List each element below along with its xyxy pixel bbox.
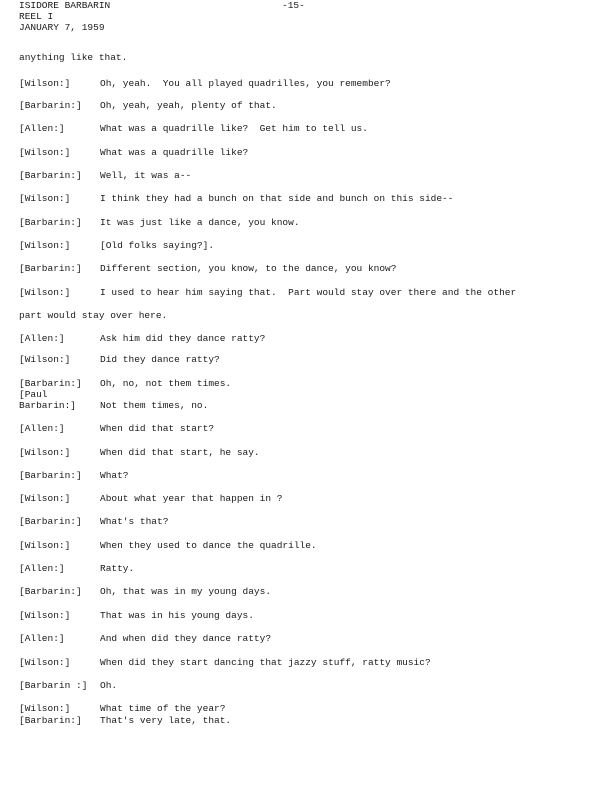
utterance-text: That was in his young days. bbox=[100, 610, 254, 621]
utterance-text: When did that start? bbox=[100, 423, 215, 434]
utterance-text: part would stay over here. bbox=[19, 310, 168, 321]
speaker-label: [Allen:] bbox=[19, 333, 65, 344]
speaker-label: [Wilson:] bbox=[19, 147, 71, 158]
transcript-line bbox=[0, 657, 612, 671]
speaker-label: [Allen:] bbox=[19, 123, 65, 134]
speaker-label: [Barbarin:] bbox=[19, 470, 82, 481]
utterance-text: Not them times, no. bbox=[100, 400, 209, 411]
utterance-text: Ask him did they dance ratty? bbox=[100, 333, 266, 344]
speaker-label: [Barbarin:] bbox=[19, 170, 82, 181]
speaker-label: [Allen:] bbox=[19, 563, 65, 574]
speaker-label: [Wilson:] bbox=[19, 193, 71, 204]
utterance-text: Oh, that was in my young days. bbox=[100, 586, 272, 597]
speaker-label: [Wilson:] bbox=[19, 447, 71, 458]
speaker-label: [Paul Barbarin:] bbox=[19, 389, 77, 411]
transcript-line bbox=[0, 586, 612, 600]
transcript-line bbox=[0, 563, 612, 577]
transcript-line bbox=[0, 447, 612, 461]
utterance-text: Oh, no, not them times. bbox=[100, 378, 232, 389]
utterance-text: Did they dance ratty? bbox=[100, 354, 220, 365]
transcript-line bbox=[0, 193, 612, 207]
utterance-text: Oh, yeah. You all played quadrilles, you remember? bbox=[100, 78, 391, 89]
transcript-line bbox=[0, 123, 612, 137]
transcript-line bbox=[0, 310, 612, 324]
utterance-text: It was just like a dance, you know. bbox=[100, 217, 300, 228]
utterance-text: When did they start dancing that jazzy stuff, ratty music? bbox=[100, 657, 431, 668]
speaker-label: [Barbarin:] bbox=[19, 263, 82, 274]
utterance-text: What? bbox=[100, 470, 129, 481]
speaker-label: [Wilson:] bbox=[19, 240, 71, 251]
speaker-label: [Barbarin:] bbox=[19, 586, 82, 597]
speaker-label: [Allen:] bbox=[19, 423, 65, 434]
transcript-line bbox=[0, 100, 612, 114]
speaker-label: [Wilson:] bbox=[19, 610, 71, 621]
transcript-line bbox=[0, 170, 612, 184]
transcript-line bbox=[0, 389, 612, 414]
speaker-label: [Barbarin:] bbox=[19, 715, 82, 726]
transcript-line bbox=[0, 78, 612, 92]
reel-label: REEL I bbox=[19, 11, 54, 22]
utterance-text: Oh. bbox=[100, 680, 118, 691]
utterance-text: Ratty. bbox=[100, 563, 135, 574]
page-header bbox=[19, 0, 110, 33]
utterance-text: When did that start, he say. bbox=[100, 447, 260, 458]
utterance-text: [Old folks saying?]. bbox=[100, 240, 215, 251]
transcript-line bbox=[0, 540, 612, 554]
speaker-label: [Wilson:] bbox=[19, 354, 71, 365]
transcript-line bbox=[0, 263, 612, 277]
speaker-label: [Barbarin:] bbox=[19, 100, 82, 111]
utterance-text: Oh, yeah, yeah, plenty of that. bbox=[100, 100, 277, 111]
transcript-line bbox=[0, 680, 612, 694]
speaker-label: [Allen:] bbox=[19, 633, 65, 644]
transcript-line bbox=[0, 333, 612, 347]
utterance-text: Different section, you know, to the dance, you know? bbox=[100, 263, 397, 274]
transcript-line bbox=[0, 633, 612, 647]
transcript-line bbox=[0, 287, 612, 301]
speaker-label: [Wilson:] bbox=[19, 657, 71, 668]
utterance-text: That's very late, that. bbox=[100, 715, 232, 726]
transcript-line bbox=[0, 378, 612, 392]
utterance-text: What time of the year? bbox=[100, 703, 226, 714]
utterance-text: Well, it was a-- bbox=[100, 170, 192, 181]
interview-date: JANUARY 7, 1959 bbox=[19, 22, 105, 33]
speaker-label: [Barbarin:] bbox=[19, 378, 82, 389]
transcript-line bbox=[0, 423, 612, 437]
transcript-line bbox=[0, 147, 612, 161]
continuation-line: anything like that. bbox=[19, 52, 128, 63]
speaker-label: [Wilson:] bbox=[19, 703, 71, 714]
utterance-text: What was a quadrille like? Get him to tell us. bbox=[100, 123, 368, 134]
speaker-label: [Barbarin:] bbox=[19, 217, 82, 228]
speaker-label: [Barbarin :] bbox=[19, 680, 88, 691]
utterance-text: And when did they dance ratty? bbox=[100, 633, 272, 644]
utterance-text: When they used to dance the quadrille. bbox=[100, 540, 317, 551]
transcript-line bbox=[0, 217, 612, 231]
interviewee-name: ISIDORE BARBARIN bbox=[19, 0, 111, 11]
utterance-text: About what year that happen in ? bbox=[100, 493, 283, 504]
utterance-text: What's that? bbox=[100, 516, 169, 527]
transcript-line bbox=[0, 470, 612, 484]
speaker-label: [Wilson:] bbox=[19, 287, 71, 298]
utterance-text: I used to hear him saying that. Part would stay over there and the other bbox=[100, 287, 517, 298]
transcript-line bbox=[0, 354, 612, 368]
speaker-label: [Wilson:] bbox=[19, 540, 71, 551]
utterance-text: I think they had a bunch on that side and bunch on this side-- bbox=[100, 193, 454, 204]
utterance-text: What was a quadrille like? bbox=[100, 147, 249, 158]
speaker-label: [Barbarin:] bbox=[19, 516, 82, 527]
speaker-label: [Wilson:] bbox=[19, 78, 71, 89]
transcript-line bbox=[0, 240, 612, 254]
page-number: -15- bbox=[282, 0, 305, 11]
transcript-line bbox=[0, 610, 612, 624]
transcript-line bbox=[0, 516, 612, 530]
transcript-line bbox=[0, 715, 612, 729]
transcript-line bbox=[0, 493, 612, 507]
speaker-label: [Wilson:] bbox=[19, 493, 71, 504]
